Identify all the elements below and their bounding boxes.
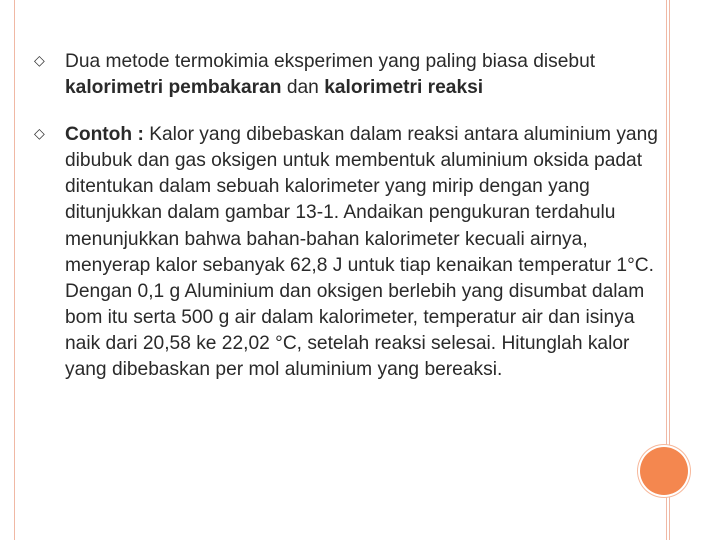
bullet-item-example — [34, 122, 659, 383]
bullet-text — [65, 122, 659, 383]
hollow-diamond-bullet-icon: ◇ — [34, 126, 45, 143]
bullet-list — [34, 49, 659, 404]
left-frame-line — [14, 0, 15, 540]
bullet-text — [65, 49, 659, 101]
hollow-diamond-bullet-icon: ◇ — [34, 53, 45, 69]
text-segment: dan — [281, 77, 325, 99]
text-segment-bold: Contoh : — [65, 124, 150, 146]
text-segment-bold: kalorimetri pembakaran — [65, 77, 282, 99]
text-segment: Kalor yang dibebaskan dalam reaksi antara aluminium yang dibubuk dan gas oksigen untuk membentuk aluminium oksida padat ditentukan dalam sebuah kalorimeter yang mirip dengan yang ditunjukkan dalam gambar 13-1. Andaikan pengukuran terdahulu menunjukkan bahwa bahan-bahan kalorimeter kecuali airnya, menyerap kalor sebanyak 62,8 J untuk tiap kenaikan temperatur 1°C. Dengan 0,1 g Aluminium dan oksigen berlebih yang disumbat dalam bom itu serta 500 g air dalam kalorimeter, temperatur air dan isinya naik dari 20,58 ke 22,02 °C, setelah reaksi selesai. Hitunglah kalor yang dibebaskan per mol aluminium yang bereaksi. — [65, 124, 658, 381]
text-segment: Dua metode termokimia eksperimen yang paling biasa disebut — [65, 51, 596, 72]
text-segment-bold: kalorimetri reaksi — [324, 77, 484, 99]
bullet-item-methods — [34, 49, 659, 101]
decorative-orange-circle — [640, 447, 688, 495]
